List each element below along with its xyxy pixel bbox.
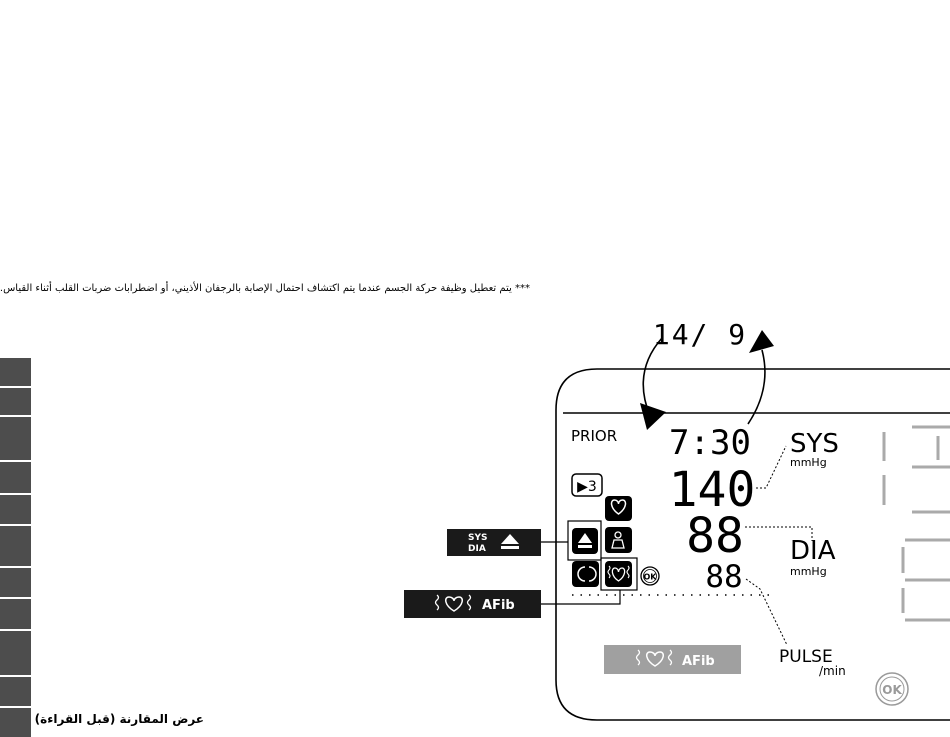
arrow-head-right xyxy=(749,330,774,353)
afib-connector xyxy=(541,590,620,604)
heart-icon-box xyxy=(605,496,632,521)
footnote-text: *** يتم تعطيل وظيفة حركة الجسم عندما يتم اكتشاف احتمال الإصابة بالرجفان الأذيني، أو اضطرابات ضربات القلب أثناء القياس. xyxy=(0,283,530,294)
time-display: 7:30 xyxy=(669,423,751,463)
digit-segment xyxy=(912,427,950,512)
memory-badge: ▶3 xyxy=(577,479,597,495)
pulse-value: 88 xyxy=(705,559,743,595)
sys-value: 140 xyxy=(668,462,756,518)
pulse-label: PULSE xyxy=(779,647,833,667)
afib-indicator-bar xyxy=(604,645,741,674)
dia-unit: mmHg xyxy=(790,565,827,578)
arrow-head-left xyxy=(640,403,666,430)
afib-bar-label: AFib xyxy=(682,654,715,669)
cuff-wrap-bar xyxy=(578,545,592,548)
sysdia-callout-top: SYS xyxy=(468,533,488,543)
pulse-unit: /min xyxy=(819,664,846,678)
afib-callout-label: AFib xyxy=(482,598,515,613)
cuff-fit-icon-box xyxy=(572,561,599,587)
ok-small-label: OK xyxy=(643,572,657,582)
prior-label: PRIOR xyxy=(571,427,618,445)
sys-unit: mmHg xyxy=(790,456,827,469)
dia-value: 88 xyxy=(686,508,744,564)
cuff-wrap-callout-bar xyxy=(501,546,519,549)
main-display-digits xyxy=(884,427,950,620)
ok-button-label: OK xyxy=(882,683,902,697)
sysdia-callout-bottom: DIA xyxy=(468,544,486,554)
section-title: عرض المقارنة (قبل القراءة) xyxy=(34,712,204,726)
digit-segment xyxy=(903,540,950,620)
sys-leader xyxy=(756,446,786,488)
sys-label: SYS xyxy=(790,429,839,459)
date-display: 14/ 9 xyxy=(652,318,748,351)
afib-callout xyxy=(404,590,541,618)
sysdia-callout xyxy=(447,529,541,556)
dia-label: DIA xyxy=(790,536,836,566)
pulse-leader xyxy=(746,579,787,645)
